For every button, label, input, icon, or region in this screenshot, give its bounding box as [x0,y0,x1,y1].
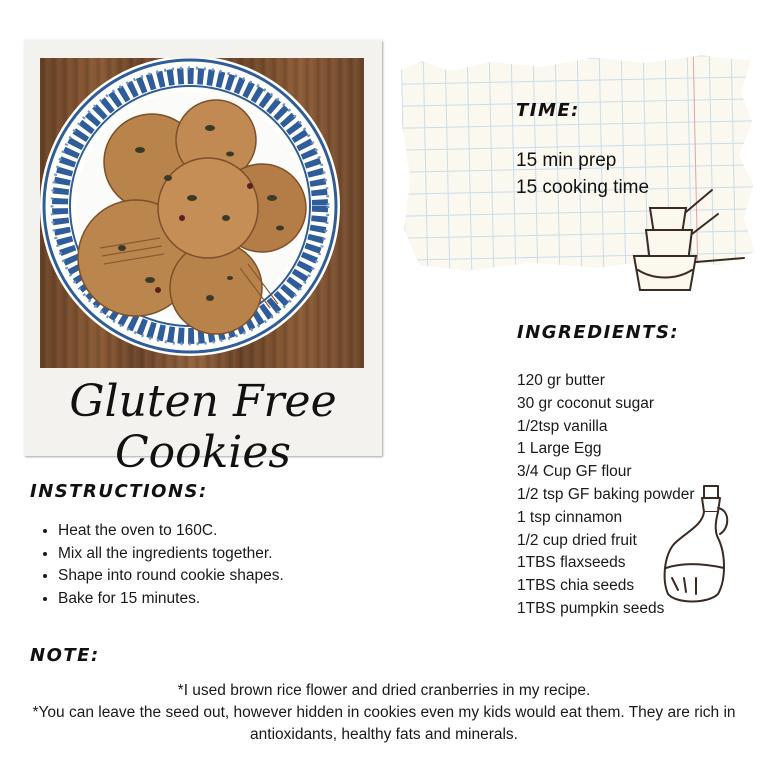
instructions-heading: INSTRUCTIONS: [30,481,208,502]
time-cooking: 15 cooking time [516,177,650,198]
instruction-step: • Shape into round cookie shapes. [58,565,284,588]
time-heading: TIME: [516,100,580,121]
recipe-title: Gluten Free Cookies [69,376,337,478]
polaroid-card [24,40,382,478]
ingredient-item: 1TBS pumpkin seeds [517,599,665,617]
ingredient-item: 1/2 tsp GF baking powder [517,485,695,503]
ingredient-item: 1TBS flaxseeds [517,554,626,572]
instruction-step: • Mix all the ingredients together. [58,543,284,566]
note-body [18,680,750,746]
plate-illustration [40,58,364,368]
ingredient-item: 1/2 cup dried fruit [517,531,637,549]
cookie-plate-photo [40,58,364,368]
instruction-step: • Heat the oven to 160C. [58,520,284,543]
note-line-2: *You can leave the seed out, however hidden in cookies even my kids would eat them. They are rich in antioxidants, healthy fats and minerals. [32,704,736,743]
instruction-step: • Bake for 15 minutes. [58,588,284,611]
measuring-cups-sketch [624,184,748,296]
note-heading: NOTE: [30,645,100,666]
ingredient-item: 30 gr coconut sugar [517,394,655,412]
ingredient-item: 1/2tsp vanilla [517,417,608,435]
ingredients-heading: INGREDIENTS: [517,322,680,343]
oil-bottle-sketch [656,482,734,606]
ingredient-item: 1 Large Egg [517,440,602,458]
note-line-1: *I used brown rice flower and dried cranberries in my recipe. [177,682,591,699]
ingredient-item: 3/4 Cup GF flour [517,463,632,481]
ingredient-item: 1 tsp cinnamon [517,508,623,526]
time-prep: 15 min prep [516,150,617,171]
ingredient-item: 120 gr butter [517,372,605,389]
ingredient-item: 1TBS chia seeds [517,577,635,595]
instructions-list [38,520,284,610]
